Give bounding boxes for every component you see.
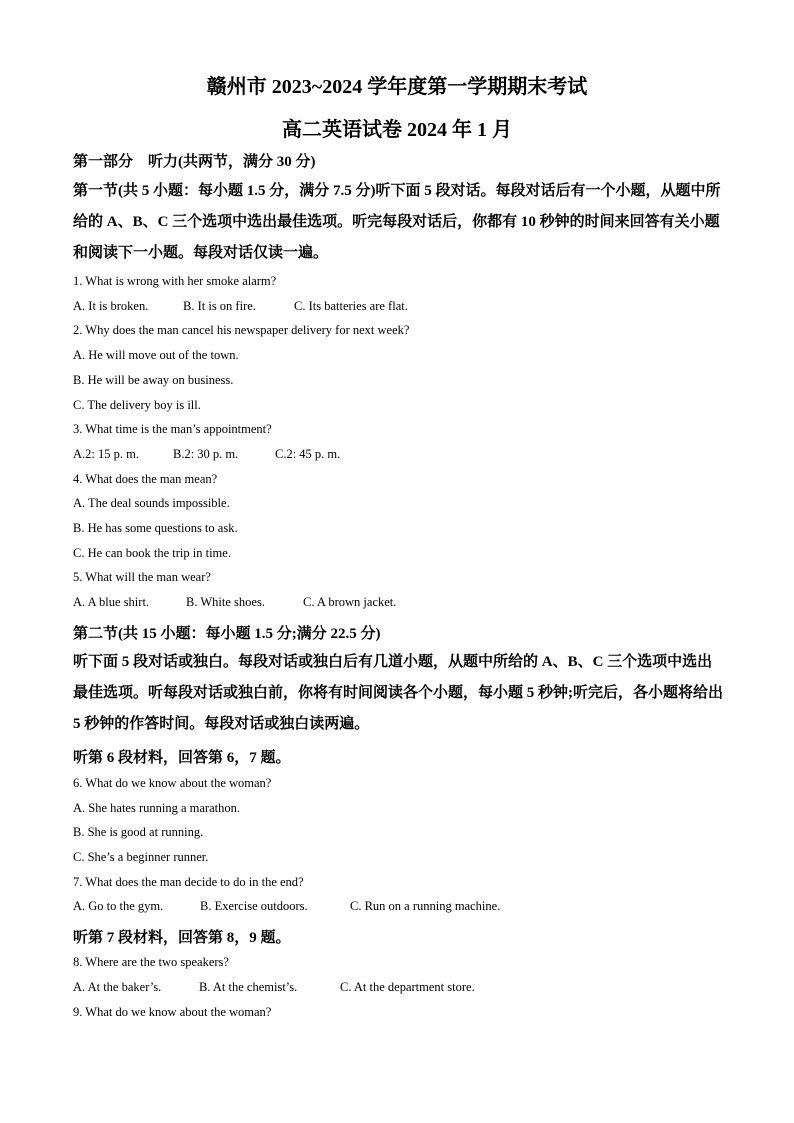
question-2-stem: 2. Why does the man cancel his newspaper delivery for next week? [73,323,410,337]
option-b: B. At the chemist’s. [199,980,298,994]
option-b: B. It is on fire. [183,299,256,313]
question-8-stem: 8. Where are the two speakers? [73,955,229,969]
exam-subtitle: 高二英语试卷 2024 年 1 月 [282,119,512,141]
option-c: C.2: 45 p. m. [275,447,341,461]
option-b: B. Exercise outdoors. [200,899,308,913]
exam-title: 赣州市 2023~2024 学年度第一学期期末考试 [206,76,588,98]
question-6-stem: 6. What do we know about the woman? [73,776,272,790]
option-a: A. At the baker’s. [73,980,162,994]
question-2-option-c: C. The delivery boy is ill. [73,398,201,412]
section2-instructions: 听下面 5 段对话或独白。每段对话或独白后有几道小题，从题中所给的 A、B、C 三个选项中选出最佳选项。听每段对话或独白前，你将有时间阅读各个小题，每小题 5 秒钟;听完后，各小题将给出 5 秒钟的作答时间。每段对话或独白读两遍。 [73,654,723,732]
question-1-stem: 1. What is wrong with her smoke alarm? [73,274,277,288]
question-7-stem: 7. What does the man decide to do in the end? [73,875,304,889]
option-c: C. A brown jacket. [303,595,397,609]
option-a: A.2: 15 p. m. [73,447,139,461]
question-2-option-a: A. He will move out of the town. [73,348,239,362]
section1-instructions: 第一节(共 5 小题：每小题 1.5 分，满分 7.5 分)听下面 5 段对话。每段对话后有一个小题，从题中所给的 A、B、C 三个选项中选出最佳选项。听完每段对话后，你都有 10 秒钟的时间来回答有关小题和阅读下一小题。每段对话仅读一遍。 [73,183,721,261]
option-c: C. Run on a running machine. [350,899,501,913]
question-5-stem: 5. What will the man wear? [73,570,211,584]
question-6-option-b: B. She is good at running. [73,825,204,839]
option-a: A. A blue shirt. [73,595,150,609]
option-a: A. It is broken. [73,299,149,313]
group7-heading: 听第 7 段材料，回答第 8，9 题。 [73,930,291,946]
question-2-option-b: B. He will be away on business. [73,373,234,387]
option-c: C. At the department store. [340,980,475,994]
part1-heading: 第一部分 听力(共两节，满分 30 分) [73,154,316,170]
group6-heading: 听第 6 段材料，回答第 6，7 题。 [73,750,291,766]
option-b: B.2: 30 p. m. [173,447,239,461]
option-b: B. White shoes. [186,595,265,609]
option-c: C. Its batteries are flat. [294,299,408,313]
question-4-stem: 4. What does the man mean? [73,472,218,486]
question-3-stem: 3. What time is the man’s appointment? [73,422,272,436]
section2-heading: 第二节(共 15 小题：每小题 1.5 分;满分 22.5 分) [73,626,381,642]
question-6-option-a: A. She hates running a marathon. [73,801,240,815]
question-4-option-a: A. The deal sounds impossible. [73,496,230,510]
question-4-option-b: B. He has some questions to ask. [73,521,238,535]
question-6-option-c: C. She’s a beginner runner. [73,850,209,864]
question-4-option-c: C. He can book the trip in time. [73,546,231,560]
question-9-stem: 9. What do we know about the woman? [73,1005,272,1019]
option-a: A. Go to the gym. [73,899,164,913]
